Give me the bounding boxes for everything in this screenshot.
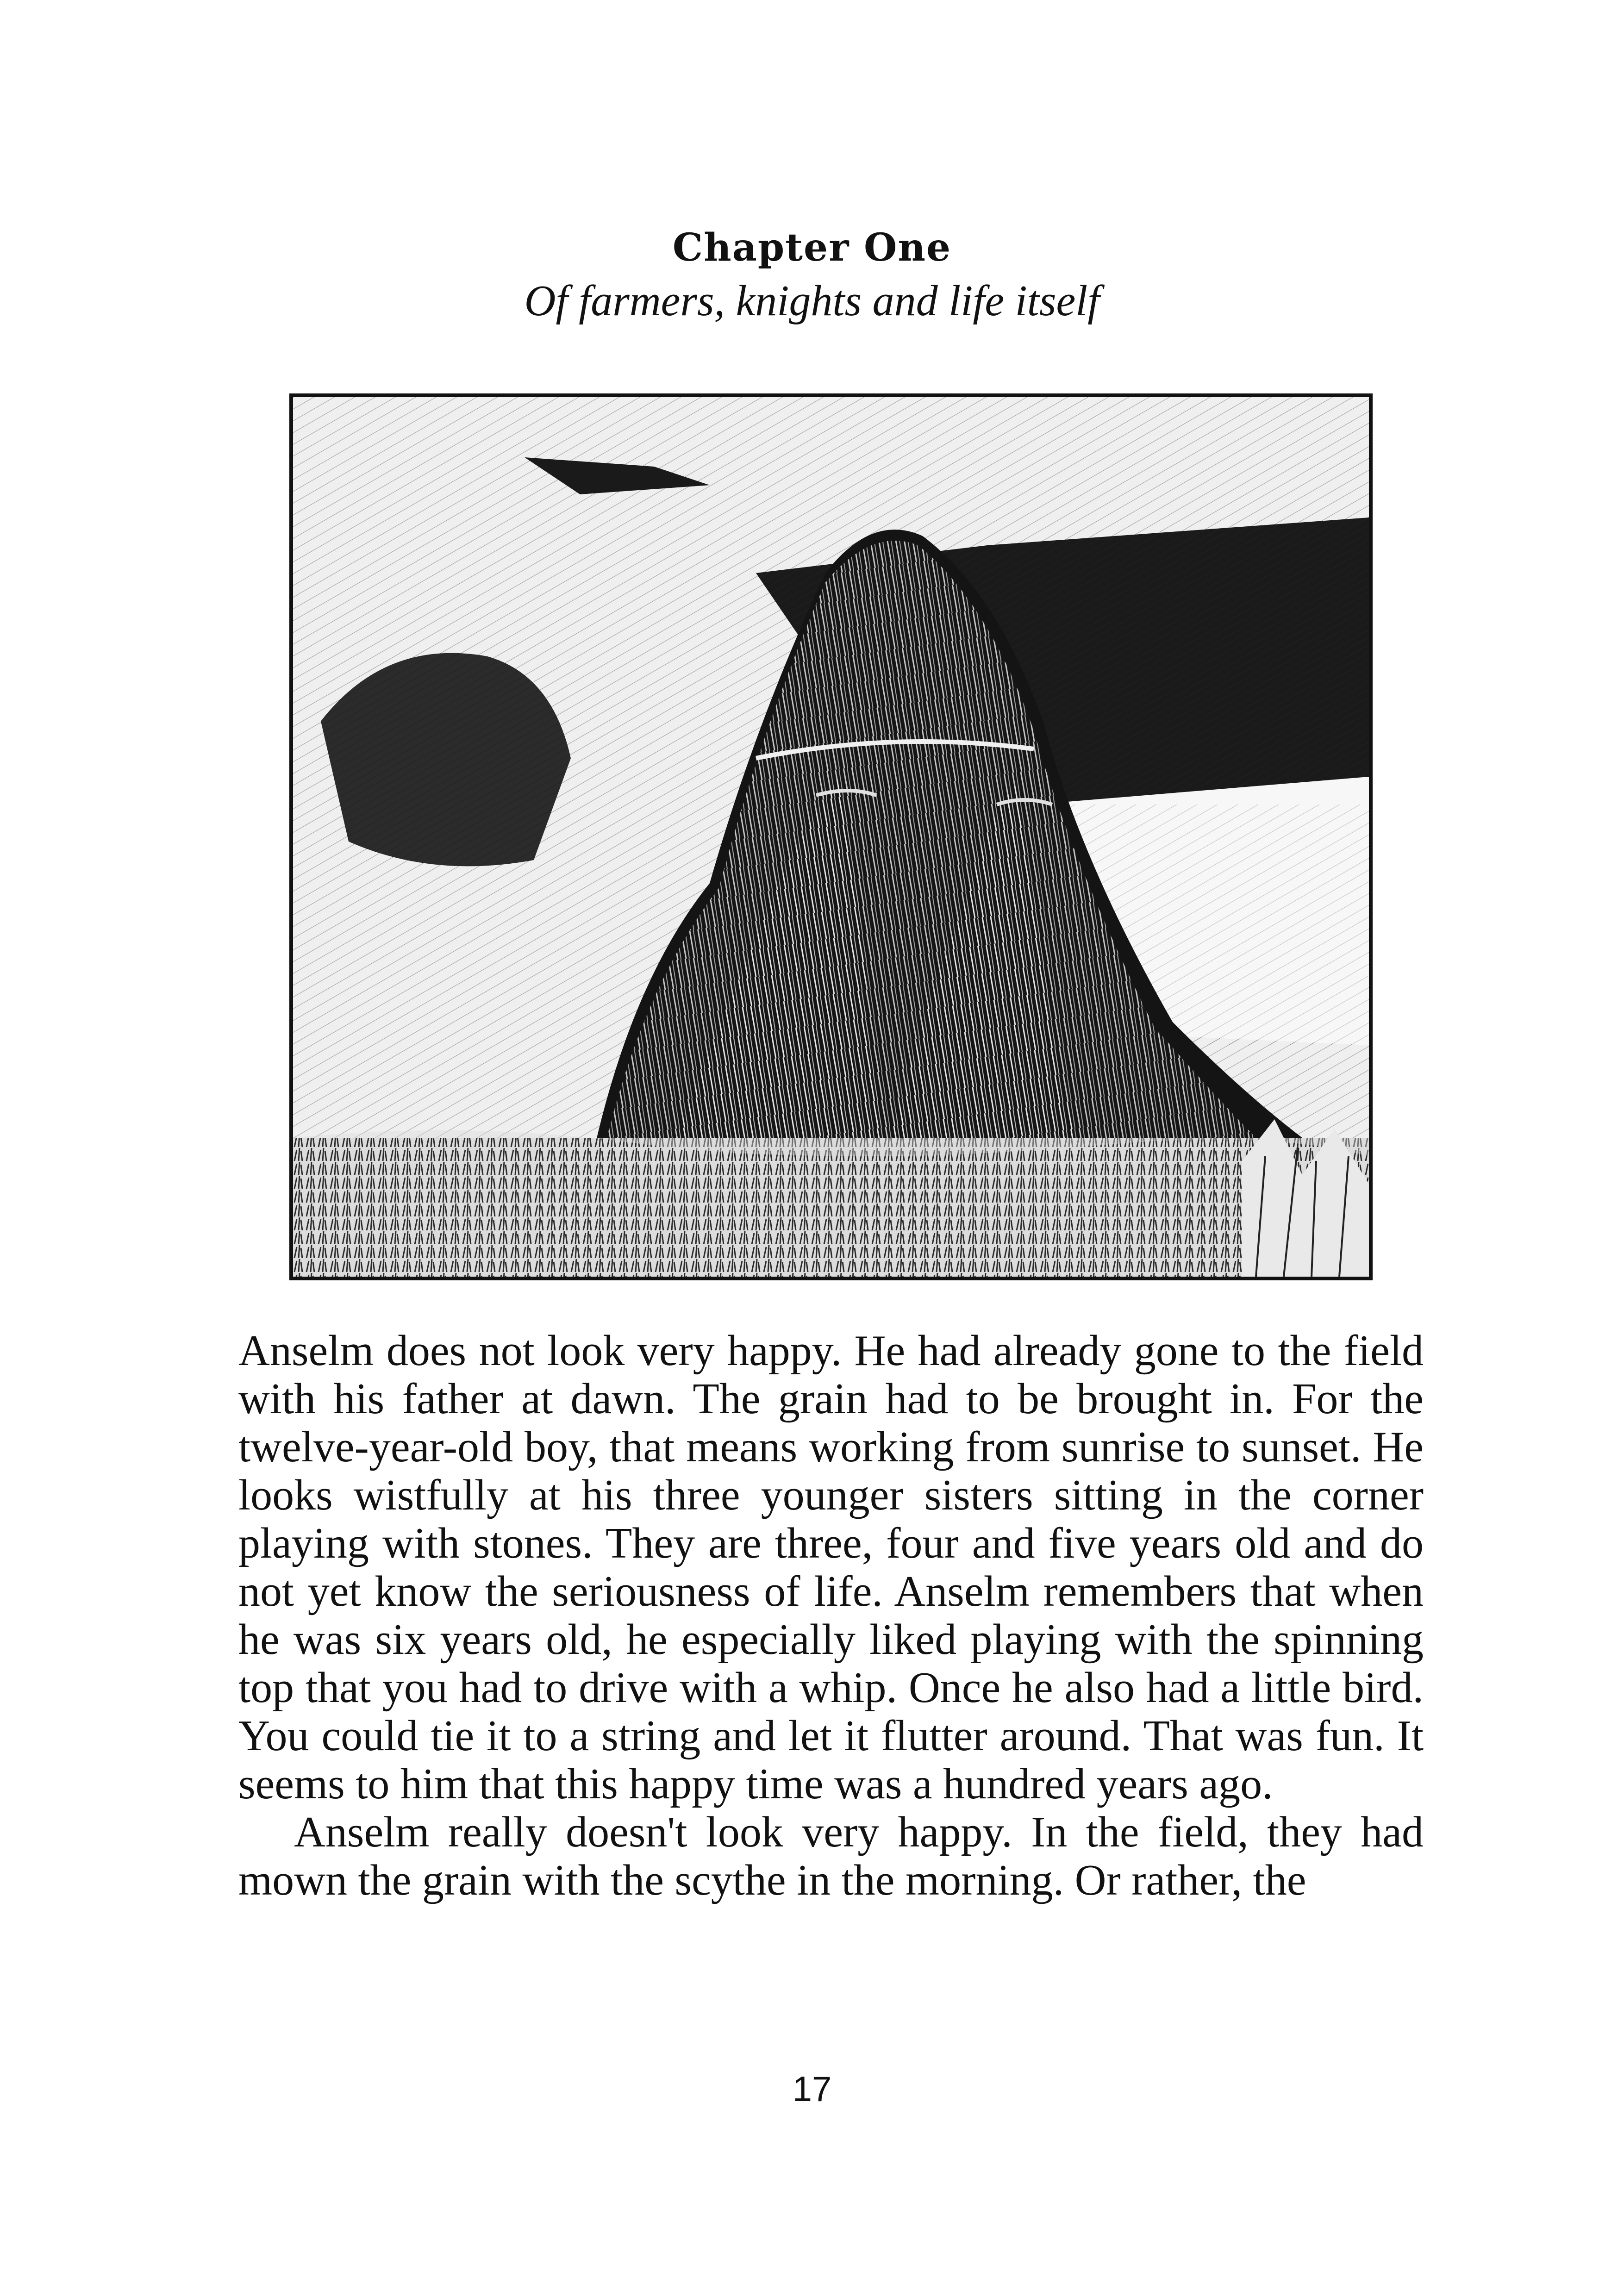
- chapter-heading: [0, 222, 1624, 329]
- chapter-subtitle: Of farmers, knights and life itself: [524, 277, 1100, 325]
- paragraph: Anselm really doesn't look very happy. In the field, they had mown the grain with the scythe in the morning. Or rather, the: [238, 1808, 1424, 1904]
- wheat-sheaves-illustration: [289, 393, 1373, 1280]
- chapter-title: Chapter One: [672, 225, 952, 270]
- paragraph: Anselm does not look very happy. He had already gone to the field with his father at dawn. The grain had to be brought in. For the twelve-year-old boy, that means working from sunrise to sunset. He looks wistfully at his three younger sisters sitting in the corner playing with stones. They are three, four and five years old and do not yet know the seriousness of life. Anselm remembers that when he was six years old, he especially liked playing with the spinning top that you had to drive with a whip. Once he also had a little bird. You could tie it to a string and let it flutter around. That was fun. It seems to him that this happy time was a hundred years ago.: [238, 1327, 1424, 1808]
- body-text: [238, 1327, 1424, 1904]
- page-number: 17: [792, 2070, 832, 2109]
